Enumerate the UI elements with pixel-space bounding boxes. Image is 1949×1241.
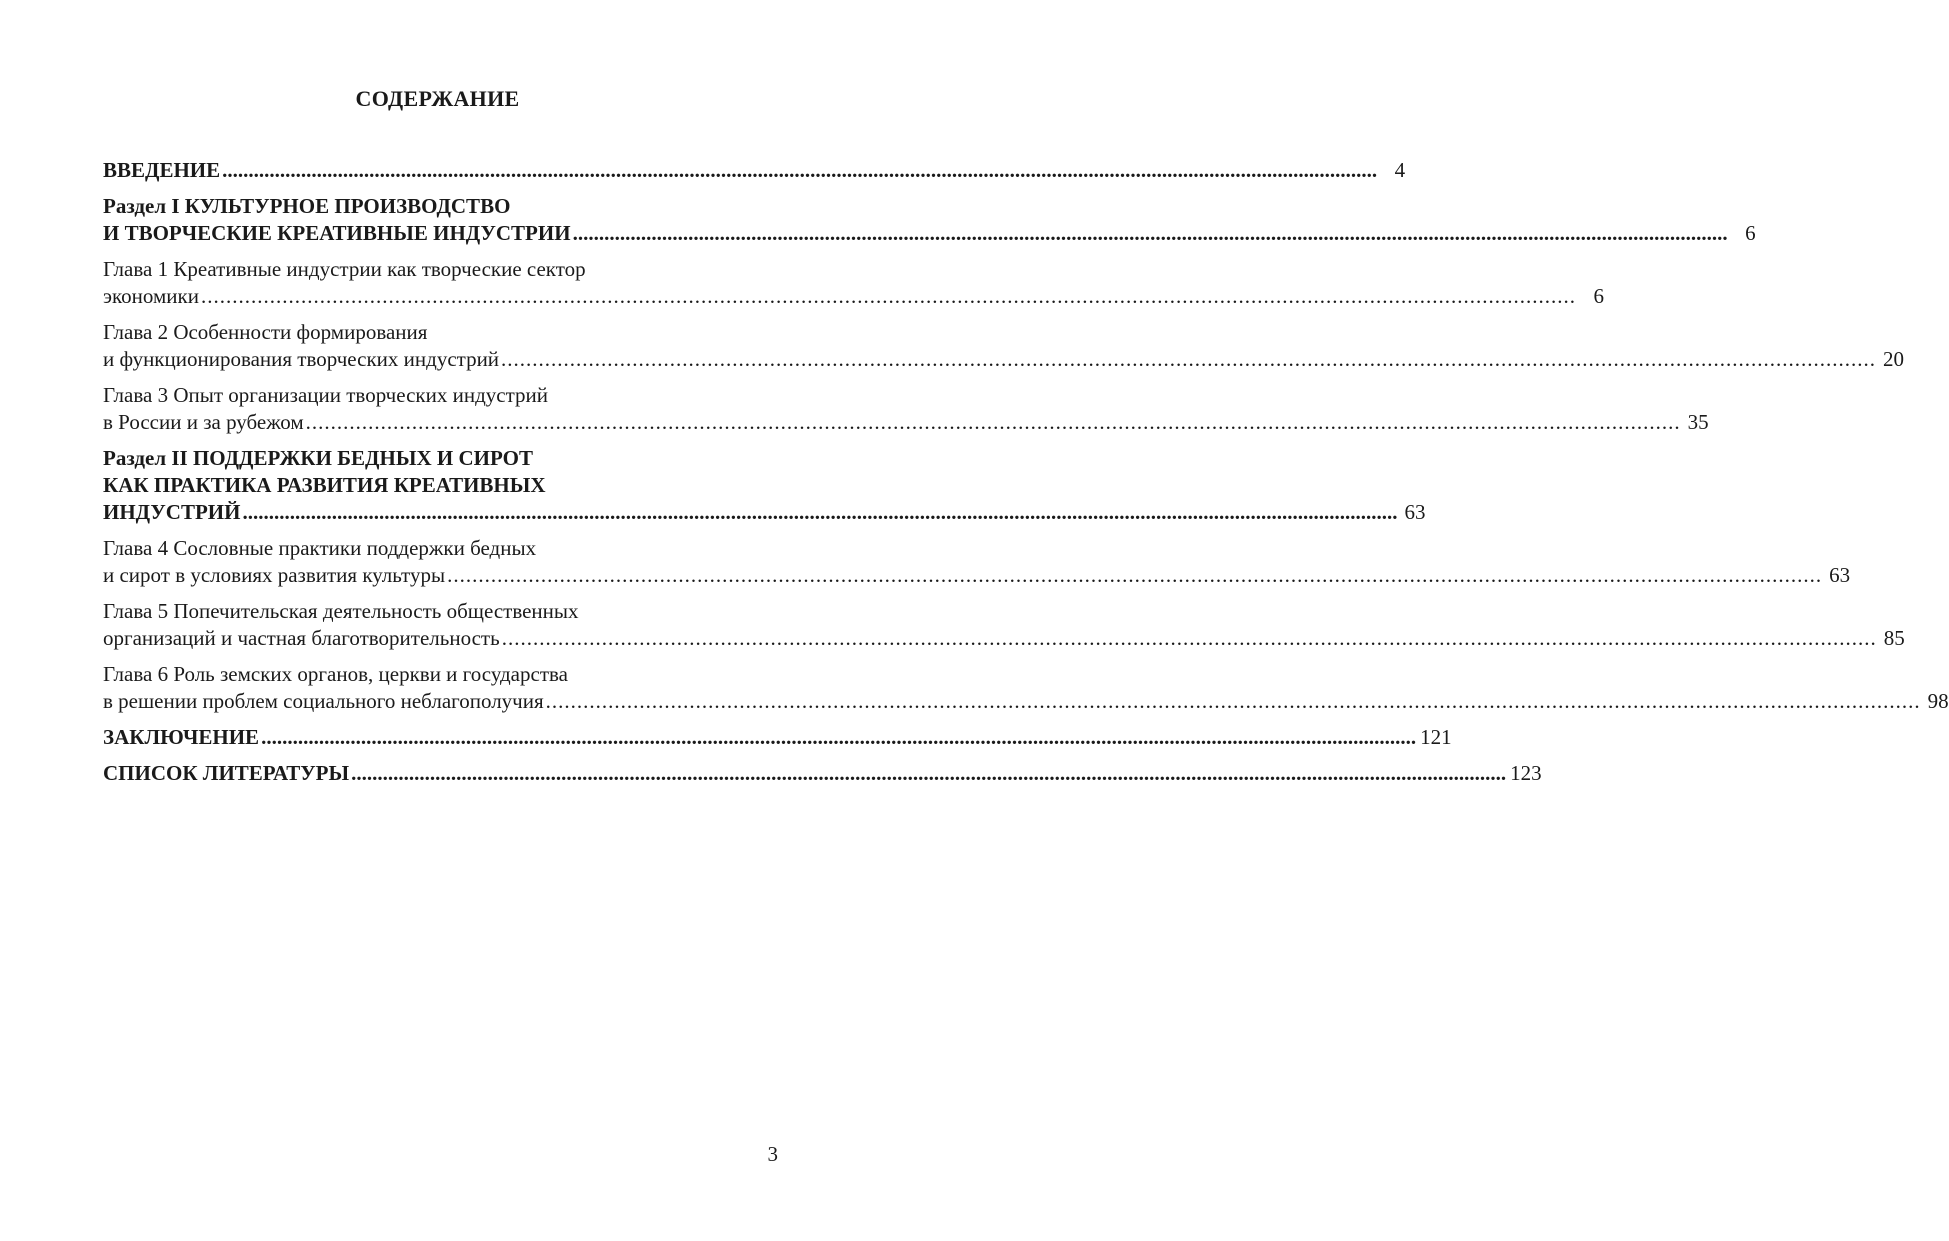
toc-entry-text: и функционирования творческих индустрий [103,347,500,371]
toc-entry-last-line [103,760,1542,787]
table-of-contents [103,157,1949,796]
toc-page-number: 63 [1829,563,1851,587]
toc-entry [103,382,1709,436]
toc-page-number: 6 [1593,284,1604,308]
toc-entry-text: ВВЕДЕНИЕ [103,158,221,182]
dot-leader: ............................................................................................................................................................................................................................ [572,221,1728,245]
toc-entry-line: Глава 4 Сословные практики поддержки бедных [103,536,537,560]
toc-page-number: 20 [1883,347,1905,371]
toc-page-number: 4 [1394,158,1406,182]
dot-leader: ............................................................................................................................................................................................................................ [501,347,1877,371]
dot-leader: ............................................................................................................................................................................................................................ [545,689,1921,713]
dot-leader: ............................................................................................................................................................................................................................ [200,284,1576,308]
toc-page-number: 121 [1420,725,1452,749]
toc-entry-last-line [103,346,1905,373]
toc-entry-last-line [103,562,1851,589]
toc-entry [103,661,1949,715]
toc-entry-last-line [103,157,1406,184]
toc-entry [103,319,1905,373]
toc-entry-text: в решении проблем социального неблагополучия [103,689,544,713]
toc-entry-text: И ТВОРЧЕСКИЕ КРЕАТИВНЫЕ ИНДУСТРИИ [103,221,571,245]
toc-entry-line: Глава 3 Опыт организации творческих индустрий [103,383,548,407]
toc-entry-text: в России и за рубежом [103,410,304,434]
toc-entry-text: организаций и частная благотворительность [103,626,500,650]
toc-page-number: 123 [1510,761,1542,785]
dot-leader: ............................................................................................................................................................................................................................ [242,500,1398,524]
dot-leader: ............................................................................................................................................................................................................................ [222,158,1378,182]
toc-entry-last-line [103,724,1452,751]
toc-entry [103,598,1905,652]
toc-entry-text: ЗАКЛЮЧЕНИЕ [103,725,260,749]
page-number: 3 [767,1142,778,1166]
toc-page-number: 63 [1404,500,1426,524]
toc-entry [103,445,1426,526]
toc-entry [103,760,1542,787]
toc-page-number: 98 [1927,689,1949,713]
toc-entry-line: Глава 2 Особенности формирования [103,320,428,344]
toc-entry-last-line [103,220,1756,247]
dot-leader: ............................................................................................................................................................................................................................ [501,626,1877,650]
dot-leader: ............................................................................................................................................................................................................................ [351,761,1507,785]
toc-entry-line: Раздел II ПОДДЕРЖКИ БЕДНЫХ И СИРОТ [103,446,533,470]
toc-page-number: 35 [1687,410,1709,434]
toc-entry [103,724,1452,751]
toc-entry-last-line [103,283,1604,310]
toc-entry-last-line [103,409,1709,436]
toc-entry-line: Глава 6 Роль земских органов, церкви и государства [103,662,568,686]
toc-entry-text: и сирот в условиях развития культуры [103,563,446,587]
toc-entry [103,256,1604,310]
toc-entry-text: ИНДУСТРИЙ [103,500,241,524]
toc-page-number: 85 [1883,626,1905,650]
toc-entry-last-line [103,625,1905,652]
dot-leader: ............................................................................................................................................................................................................................ [305,410,1681,434]
page-title: СОДЕРЖАНИЕ [355,86,520,111]
dot-leader: ............................................................................................................................................................................................................................ [261,725,1417,749]
toc-entry-line: Глава 1 Креативные индустрии как творческие сектор [103,257,586,281]
toc-entry [103,535,1851,589]
dot-leader: ............................................................................................................................................................................................................................ [447,563,1823,587]
toc-entry [103,193,1756,247]
toc-entry [103,157,1406,184]
toc-entry-text: СПИСОК ЛИТЕРАТУРЫ [103,761,350,785]
toc-entry-line: КАК ПРАКТИКА РАЗВИТИЯ КРЕАТИВНЫХ [103,473,546,497]
toc-entry-line: Раздел I КУЛЬТУРНОЕ ПРОИЗВОДСТВО [103,194,511,218]
toc-entry-text: экономики [103,284,199,308]
toc-entry-line: Глава 5 Попечительская деятельность общественных [103,599,579,623]
toc-entry-last-line [103,499,1426,526]
toc-entry-last-line [103,688,1949,715]
toc-page-number: 6 [1745,221,1756,245]
